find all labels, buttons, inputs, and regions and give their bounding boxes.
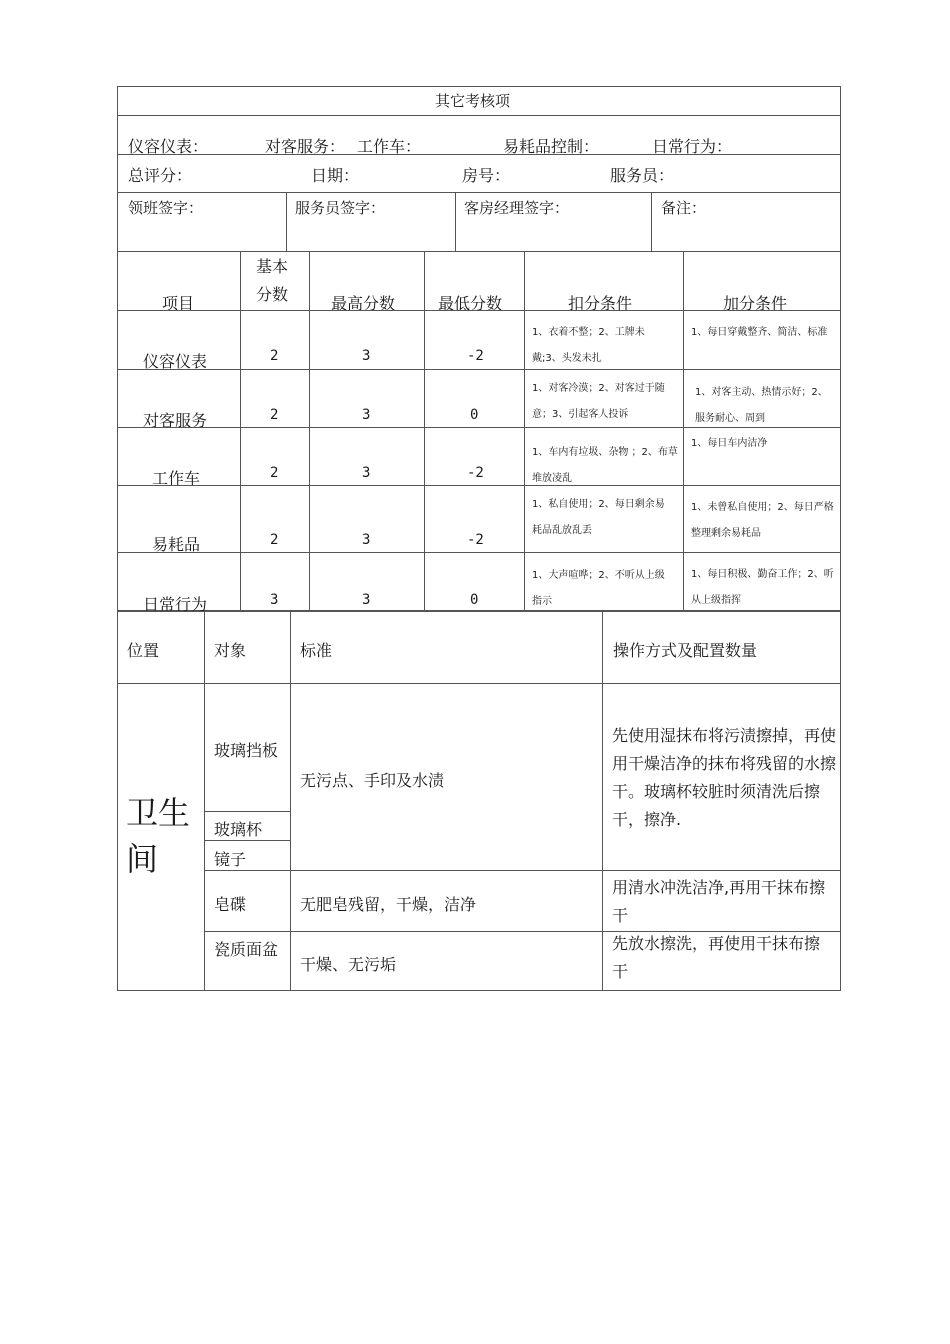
object-basin: 瓷质面盆 — [214, 940, 279, 959]
row-min: 0 — [470, 592, 479, 608]
row-base: 3 — [270, 592, 279, 608]
row-bonus: 1、对客主动、热情示好；2、服务耐心、周到 — [695, 387, 828, 424]
label-behavior: 日常行为： — [652, 137, 733, 156]
divider — [117, 485, 841, 486]
label-service: 对客服务： — [265, 137, 346, 156]
row-deduct: 1、对客冷漠；2、对客过于随意；3、引起客人投诉 — [532, 383, 665, 420]
method-basin: 先放水擦洗，再使用干抹布擦干 — [612, 934, 821, 981]
row-base: 2 — [270, 532, 279, 548]
divider — [455, 192, 456, 251]
row-max: 3 — [362, 592, 371, 608]
divider — [602, 611, 603, 991]
divider — [117, 115, 841, 116]
header-item: 项目 — [162, 294, 195, 313]
header-deduct: 扣分条件 — [568, 294, 633, 313]
divider — [117, 369, 841, 370]
label-total-score: 总评分： — [128, 166, 193, 185]
row-deduct: 1、大声喧哗；2、不听从上级指示 — [532, 570, 665, 607]
divider — [117, 683, 841, 684]
header-bonus: 加分条件 — [723, 294, 788, 313]
divider — [204, 870, 841, 871]
divider — [117, 310, 841, 311]
label-manager-sign: 客房经理签字： — [464, 199, 570, 217]
divider — [117, 154, 841, 155]
standard-basin: 干燥、无污垢 — [300, 955, 397, 974]
label-remarks: 备注： — [661, 199, 707, 217]
location-bathroom: 卫生间 — [126, 794, 191, 878]
header-min-score: 最低分数 — [438, 294, 503, 313]
divider — [309, 251, 310, 611]
divider — [117, 251, 841, 252]
divider — [117, 192, 841, 193]
header-method: 操作方式及配置数量 — [613, 641, 758, 660]
row-bonus: 1、每日穿戴整齐、简洁、标准 — [691, 327, 828, 338]
row-bonus: 1、每日积极、勤奋工作；2、听从上级指挥 — [691, 569, 834, 606]
label-leader-sign: 领班签字： — [128, 199, 204, 217]
assessment-title: 其它考核项 — [435, 92, 511, 110]
header-base-score: 基本分数 — [256, 257, 289, 304]
row-item: 日常行为 — [143, 595, 208, 614]
divider — [117, 552, 841, 553]
divider — [651, 192, 652, 251]
row-item: 易耗品 — [152, 535, 201, 554]
object-mirror: 镜子 — [214, 850, 247, 869]
divider — [204, 811, 290, 812]
row-item: 工作车 — [152, 469, 201, 488]
row-min: 0 — [470, 407, 479, 423]
object-soap-dish: 皂碟 — [214, 895, 247, 914]
divider — [286, 192, 287, 251]
label-appearance: 仪容仪表： — [128, 137, 209, 156]
header-location: 位置 — [127, 641, 160, 660]
label-cart: 工作车： — [357, 137, 422, 156]
row-base: 2 — [270, 407, 279, 423]
label-date: 日期： — [311, 166, 360, 185]
label-consumables: 易耗品控制： — [503, 137, 600, 156]
row-deduct: 1、私自使用；2、每日剩余易耗品乱放乱丢 — [532, 499, 665, 536]
row-deduct: 1、衣着不整；2、工牌未戴;3、头发未扎 — [532, 327, 645, 364]
standard-glass: 无污点、手印及水渍 — [300, 771, 445, 790]
row-item: 对客服务 — [143, 411, 208, 430]
label-attendant-sign: 服务员签字： — [295, 199, 386, 217]
divider — [290, 611, 291, 991]
header-standard: 标准 — [300, 641, 333, 660]
row-base: 2 — [270, 348, 279, 364]
divider — [204, 840, 290, 841]
row-base: 2 — [270, 465, 279, 481]
row-max: 3 — [362, 465, 371, 481]
row-bonus: 1、未曾私自使用；2、每日严格整理剩余易耗品 — [691, 502, 834, 539]
row-max: 3 — [362, 532, 371, 548]
row-item: 仪容仪表 — [143, 352, 208, 371]
divider — [683, 251, 684, 611]
row-min: -2 — [467, 532, 484, 548]
row-max: 3 — [362, 348, 371, 364]
label-attendant: 服务员： — [610, 166, 675, 185]
method-soap: 用清水冲洗洁净,再用干抹布擦干 — [612, 878, 826, 925]
label-room: 房号： — [462, 166, 511, 185]
header-max-score: 最高分数 — [331, 294, 396, 313]
row-deduct: 1、车内有垃圾、杂物 ；2、布草堆放凌乱 — [532, 447, 678, 484]
standard-soap: 无肥皂残留，干燥，洁净 — [300, 895, 477, 914]
divider — [240, 251, 241, 611]
divider — [117, 427, 841, 428]
row-min: -2 — [467, 348, 484, 364]
header-object: 对象 — [214, 641, 247, 660]
row-max: 3 — [362, 407, 371, 423]
object-glass-cup: 玻璃杯 — [214, 820, 263, 839]
divider — [424, 251, 425, 611]
row-bonus: 1、每日车内洁净 — [691, 438, 768, 449]
method-glass: 先使用湿抹布将污渍擦掉，再使用干燥洁净的抹布将残留的水擦干。玻璃杯较脏时须清洗后擦干，擦净. — [612, 726, 837, 829]
divider — [204, 611, 205, 991]
object-glass-panel: 玻璃挡板 — [214, 741, 279, 760]
divider — [524, 251, 525, 611]
row-min: -2 — [467, 465, 484, 481]
